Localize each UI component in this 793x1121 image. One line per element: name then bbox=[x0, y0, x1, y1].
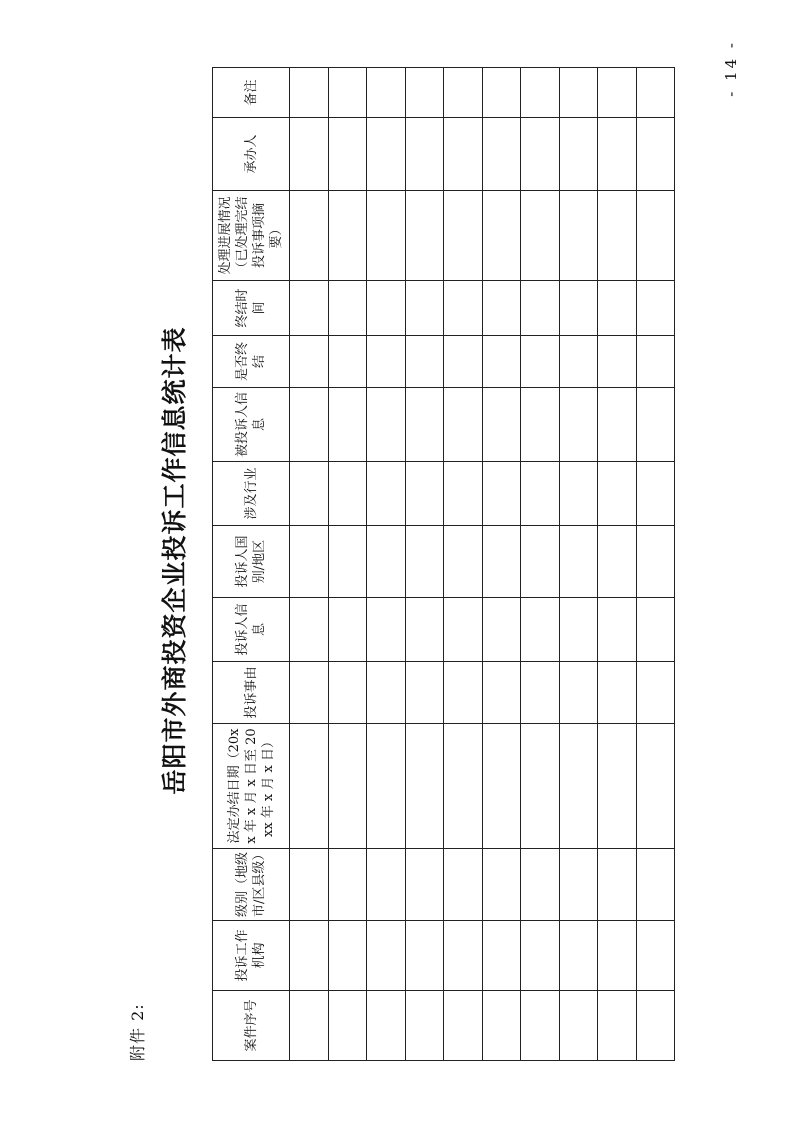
table-cell bbox=[559, 388, 598, 462]
header-level: 级别（地级市/区县级） bbox=[213, 849, 290, 921]
table-cell bbox=[521, 462, 560, 526]
table-cell bbox=[598, 921, 637, 991]
table-cell bbox=[328, 724, 367, 849]
table-cell bbox=[367, 388, 406, 462]
table-cell bbox=[521, 724, 560, 849]
table-cell bbox=[559, 68, 598, 118]
table-cell bbox=[405, 724, 444, 849]
table-cell bbox=[405, 191, 444, 281]
table-row bbox=[559, 68, 598, 1061]
table-cell bbox=[521, 598, 560, 662]
table-cell bbox=[290, 724, 329, 849]
table-cell bbox=[521, 662, 560, 724]
table-cell bbox=[482, 991, 521, 1061]
table-cell bbox=[559, 662, 598, 724]
table-row bbox=[328, 68, 367, 1061]
header-remarks: 备注 bbox=[213, 68, 290, 118]
table-cell bbox=[405, 598, 444, 662]
attachment-label: 附件 2: bbox=[128, 1003, 147, 1061]
table-cell bbox=[521, 526, 560, 598]
table-cell bbox=[367, 991, 406, 1061]
table-cell bbox=[328, 921, 367, 991]
table-cell bbox=[405, 526, 444, 598]
table-cell bbox=[405, 336, 444, 388]
table-cell bbox=[367, 118, 406, 191]
table-cell bbox=[444, 991, 483, 1061]
table-cell bbox=[444, 662, 483, 724]
table-cell bbox=[636, 598, 675, 662]
table-cell bbox=[444, 118, 483, 191]
table-row bbox=[482, 68, 521, 1061]
table-cell bbox=[367, 849, 406, 921]
table-cell bbox=[598, 118, 637, 191]
table-cell bbox=[367, 662, 406, 724]
header-complaint-reason: 投诉事由 bbox=[213, 662, 290, 724]
table-cell bbox=[636, 118, 675, 191]
table-cell bbox=[290, 191, 329, 281]
table-cell bbox=[405, 68, 444, 118]
table-cell bbox=[598, 526, 637, 598]
table-cell bbox=[482, 68, 521, 118]
table-cell bbox=[521, 388, 560, 462]
table-cell bbox=[482, 662, 521, 724]
statistics-table bbox=[212, 67, 675, 1061]
table-cell bbox=[290, 68, 329, 118]
table-cell bbox=[598, 68, 637, 118]
table-cell bbox=[482, 336, 521, 388]
table-cell bbox=[482, 849, 521, 921]
header-progress: 处理进展情况（已处理完结投诉事项摘要） bbox=[213, 191, 290, 281]
table-cell bbox=[290, 462, 329, 526]
table-cell bbox=[367, 598, 406, 662]
table-header-row bbox=[213, 68, 290, 1061]
table-cell bbox=[444, 68, 483, 118]
table-cell bbox=[636, 191, 675, 281]
table-cell bbox=[405, 921, 444, 991]
table-cell bbox=[367, 462, 406, 526]
table-cell bbox=[367, 526, 406, 598]
table-cell bbox=[328, 336, 367, 388]
table-row bbox=[405, 68, 444, 1061]
table-cell bbox=[559, 526, 598, 598]
table-cell bbox=[405, 118, 444, 191]
header-case-number: 案件序号 bbox=[213, 991, 290, 1061]
header-complaint-agency: 投诉工作机构 bbox=[213, 921, 290, 991]
table-cell bbox=[367, 281, 406, 336]
table-cell bbox=[444, 281, 483, 336]
table-cell bbox=[636, 68, 675, 118]
table-cell bbox=[559, 991, 598, 1061]
table-cell bbox=[290, 118, 329, 191]
table-cell bbox=[405, 662, 444, 724]
table-cell bbox=[598, 281, 637, 336]
table-cell bbox=[521, 68, 560, 118]
table-cell bbox=[482, 118, 521, 191]
table-cell bbox=[482, 921, 521, 991]
table-cell bbox=[559, 336, 598, 388]
table-row bbox=[598, 68, 637, 1061]
table-cell bbox=[367, 336, 406, 388]
table-cell bbox=[328, 662, 367, 724]
table-cell bbox=[290, 281, 329, 336]
table-cell bbox=[598, 462, 637, 526]
table-cell bbox=[290, 336, 329, 388]
table-cell bbox=[328, 281, 367, 336]
table-cell bbox=[444, 921, 483, 991]
table-cell bbox=[444, 849, 483, 921]
table-cell bbox=[559, 281, 598, 336]
header-conclusion-time: 终结时间 bbox=[213, 281, 290, 336]
table-cell bbox=[636, 281, 675, 336]
table-cell bbox=[521, 336, 560, 388]
table-cell bbox=[328, 462, 367, 526]
table-cell bbox=[559, 598, 598, 662]
table-cell bbox=[636, 921, 675, 991]
table-cell bbox=[367, 191, 406, 281]
table-cell bbox=[328, 191, 367, 281]
table-row bbox=[636, 68, 675, 1061]
page-title: 岳阳市外商投资企业投诉工作信息统计表 bbox=[160, 326, 189, 795]
table-cell bbox=[405, 281, 444, 336]
table-row bbox=[444, 68, 483, 1061]
table-cell bbox=[444, 388, 483, 462]
table-cell bbox=[290, 526, 329, 598]
table-cell bbox=[482, 724, 521, 849]
table-cell bbox=[598, 336, 637, 388]
table-cell bbox=[636, 662, 675, 724]
table-cell bbox=[367, 724, 406, 849]
table-cell bbox=[482, 598, 521, 662]
table-cell bbox=[521, 118, 560, 191]
table-body bbox=[290, 68, 675, 1061]
table-cell bbox=[405, 388, 444, 462]
table-cell bbox=[290, 598, 329, 662]
table-cell bbox=[367, 921, 406, 991]
table-cell bbox=[482, 388, 521, 462]
header-industry: 涉及行业 bbox=[213, 462, 290, 526]
table-cell bbox=[290, 991, 329, 1061]
table-cell bbox=[559, 462, 598, 526]
table-cell bbox=[559, 724, 598, 849]
table-cell bbox=[598, 991, 637, 1061]
table-cell bbox=[598, 191, 637, 281]
table-cell bbox=[559, 921, 598, 991]
table-cell bbox=[521, 849, 560, 921]
table-cell bbox=[482, 526, 521, 598]
table-cell bbox=[328, 118, 367, 191]
table-cell bbox=[636, 526, 675, 598]
table-cell bbox=[405, 849, 444, 921]
table-cell bbox=[328, 526, 367, 598]
table-cell bbox=[328, 388, 367, 462]
table-cell bbox=[290, 662, 329, 724]
table-cell bbox=[559, 849, 598, 921]
table-cell bbox=[405, 462, 444, 526]
table-cell bbox=[636, 462, 675, 526]
header-complainant-country: 投诉人国别/地区 bbox=[213, 526, 290, 598]
header-handler: 承办人 bbox=[213, 118, 290, 191]
table-cell bbox=[482, 462, 521, 526]
table-cell bbox=[328, 849, 367, 921]
table-cell bbox=[290, 388, 329, 462]
table-cell bbox=[367, 68, 406, 118]
table-cell bbox=[521, 191, 560, 281]
table-cell bbox=[598, 662, 637, 724]
table-cell bbox=[521, 921, 560, 991]
table-cell bbox=[521, 281, 560, 336]
table-cell bbox=[290, 921, 329, 991]
table-cell bbox=[636, 388, 675, 462]
table-row bbox=[367, 68, 406, 1061]
table-cell bbox=[559, 118, 598, 191]
table-cell bbox=[482, 281, 521, 336]
table-cell bbox=[328, 991, 367, 1061]
table-cell bbox=[444, 598, 483, 662]
table-cell bbox=[444, 724, 483, 849]
table-cell bbox=[521, 991, 560, 1061]
header-complainant-info: 投诉人信息 bbox=[213, 598, 290, 662]
table-cell bbox=[328, 598, 367, 662]
table-cell bbox=[482, 191, 521, 281]
table-cell bbox=[636, 724, 675, 849]
table-cell bbox=[444, 191, 483, 281]
table-cell bbox=[444, 462, 483, 526]
table-row bbox=[290, 68, 329, 1061]
table-cell bbox=[636, 991, 675, 1061]
header-respondent-info: 被投诉人信息 bbox=[213, 388, 290, 462]
table-cell bbox=[636, 336, 675, 388]
table-cell bbox=[328, 68, 367, 118]
table-cell bbox=[290, 849, 329, 921]
header-is-concluded: 是否终结 bbox=[213, 336, 290, 388]
table-cell bbox=[444, 526, 483, 598]
table-cell bbox=[598, 724, 637, 849]
table-row bbox=[521, 68, 560, 1061]
table-cell bbox=[559, 191, 598, 281]
table-cell bbox=[444, 336, 483, 388]
table-cell bbox=[598, 849, 637, 921]
table-cell bbox=[636, 849, 675, 921]
table-cell bbox=[405, 991, 444, 1061]
header-legal-deadline: 法定办结日期（20xx 年 x 月 x 日至 20xx 年 x 月 x 日） bbox=[213, 724, 290, 849]
table-cell bbox=[598, 598, 637, 662]
page-number: - 14 - bbox=[722, 40, 740, 97]
table-cell bbox=[598, 388, 637, 462]
